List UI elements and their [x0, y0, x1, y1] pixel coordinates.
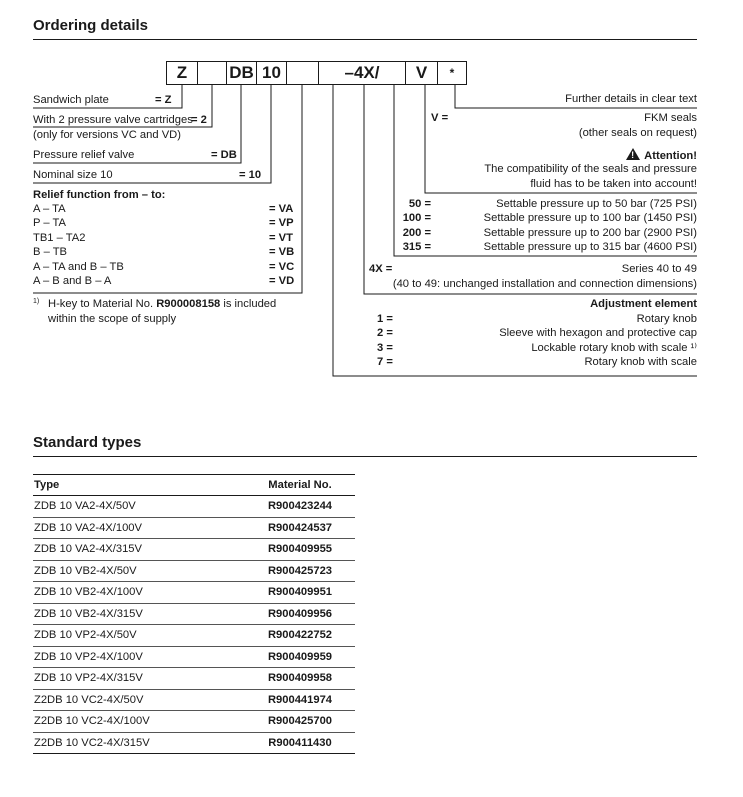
column-header-material: Material No.: [244, 475, 355, 496]
material-cell: R900411430: [244, 732, 355, 754]
relief-function-code: = VP: [269, 217, 294, 229]
material-cell: R900409956: [244, 603, 355, 625]
footnote-line2: within the scope of supply: [48, 313, 177, 325]
adjustment-text: Sleeve with hexagon and protective cap: [499, 327, 697, 339]
table-row: [33, 582, 355, 604]
attention-title: [626, 148, 697, 163]
further-details-label: Further details in clear text: [565, 93, 697, 105]
attention-line1: The compatibility of the seals and pressure: [484, 163, 697, 175]
fkm-code: V =: [431, 112, 449, 124]
type-cell: Z2DB 10 VC2-4X/100V: [33, 711, 244, 733]
cartridges-code: = 2: [191, 114, 207, 126]
relief-function-title: Relief function from – to:: [33, 189, 166, 201]
adjustment-code: 3 =: [377, 342, 393, 354]
material-cell: R900409959: [244, 646, 355, 668]
pressure-text: Settable pressure up to 315 bar (4600 PSI): [483, 241, 697, 253]
material-cell: R900441974: [244, 689, 355, 711]
relief-valve-code: = DB: [211, 149, 237, 161]
pressure-code: 200 =: [402, 227, 431, 239]
material-cell: R900409958: [244, 668, 355, 690]
pressure-code: 100 =: [402, 212, 431, 224]
type-cell: ZDB 10 VA2-4X/315V: [33, 539, 244, 561]
adjustment-text: Lockable rotary knob with scale ¹⁾: [531, 342, 697, 354]
adjustment-title: Adjustment element: [590, 298, 697, 310]
material-cell: R900424537: [244, 517, 355, 539]
type-cell: Z2DB 10 VC2-4X/50V: [33, 689, 244, 711]
relief-function-label: TB1 – TA2: [33, 232, 86, 244]
attention-text: Attention!: [644, 150, 697, 162]
material-cell: R900409951: [244, 582, 355, 604]
pressure-text: Settable pressure up to 50 bar (725 PSI): [496, 198, 697, 210]
pressure-code: 50 =: [408, 198, 431, 210]
material-cell: R900423244: [244, 496, 355, 518]
adjustment-text: Rotary knob: [636, 313, 697, 325]
series-code: 4X =: [369, 263, 393, 275]
column-header-type: Type: [33, 475, 244, 496]
code-box-z: Z: [166, 61, 198, 85]
footnote-line1: [48, 298, 276, 311]
type-cell: ZDB 10 VA2-4X/50V: [33, 496, 244, 518]
table-row: [33, 711, 355, 733]
type-cell: ZDB 10 VP2-4X/50V: [33, 625, 244, 647]
table-row: [33, 625, 355, 647]
code-box-db: DB: [226, 61, 257, 85]
relief-function-code: = VD: [269, 275, 295, 287]
code-box-series: –4X/: [318, 61, 406, 85]
table-row: [33, 668, 355, 690]
type-cell: ZDB 10 VP2-4X/100V: [33, 646, 244, 668]
table-row: [33, 539, 355, 561]
table-row: [33, 517, 355, 539]
other-seals-label: (other seals on request): [578, 127, 697, 139]
cartridges-note: (only for versions VC and VD): [33, 129, 181, 141]
code-box-seal: V: [405, 61, 438, 85]
code-box-10: 10: [256, 61, 287, 85]
material-cell: R900425723: [244, 560, 355, 582]
type-cell: ZDB 10 VB2-4X/50V: [33, 560, 244, 582]
code-box-further: *: [437, 61, 467, 85]
table-row: [33, 603, 355, 625]
relief-valve-label: Pressure relief valve: [33, 149, 135, 161]
attention-line2: fluid has to be taken into account!: [530, 178, 697, 190]
table-header-row: [33, 475, 355, 496]
relief-function-code: = VA: [269, 203, 294, 215]
pressure-code: 315 =: [402, 241, 431, 253]
standard-heading-rule: [33, 456, 697, 457]
table-row: [33, 732, 355, 754]
standard-types-table: [33, 474, 355, 754]
relief-function-label: A – B and B – A: [33, 275, 112, 287]
relief-function-code: = VC: [269, 261, 295, 273]
type-cell: ZDB 10 VP2-4X/315V: [33, 668, 244, 690]
relief-function-code: = VB: [269, 246, 295, 258]
relief-function-label: A – TA: [33, 203, 66, 215]
sandwich-plate-label: Sandwich plate: [33, 94, 109, 106]
ordering-details-heading: Ordering details: [33, 17, 149, 34]
adjustment-text: Rotary knob with scale: [584, 356, 697, 368]
sandwich-plate-code: = Z: [155, 94, 172, 106]
material-cell: R900409955: [244, 539, 355, 561]
nominal-size-label: Nominal size 10: [33, 169, 113, 181]
material-cell: R900422752: [244, 625, 355, 647]
relief-function-label: B – TB: [33, 246, 67, 258]
adjustment-code: 7 =: [377, 356, 393, 368]
type-cell: ZDB 10 VB2-4X/100V: [33, 582, 244, 604]
cartridges-label: With 2 pressure valve cartridges: [33, 114, 193, 126]
footnote-text-post: is included: [220, 298, 277, 310]
series-note: (40 to 49: unchanged installation and connection dimensions): [392, 278, 697, 290]
adjustment-code: 1 =: [377, 313, 393, 325]
nominal-size-code: = 10: [239, 169, 262, 181]
relief-function-label: A – TA and B – TB: [33, 261, 124, 273]
adjustment-code: 2 =: [377, 327, 393, 339]
pressure-text: Settable pressure up to 200 bar (2900 PSI): [483, 227, 697, 239]
type-cell: ZDB 10 VA2-4X/100V: [33, 517, 244, 539]
standard-types-heading: Standard types: [33, 434, 142, 451]
table-row: [33, 560, 355, 582]
table-row: [33, 496, 355, 518]
footnote-mark: 1): [33, 298, 40, 305]
series-text: Series 40 to 49: [621, 263, 697, 275]
table-row: [33, 646, 355, 668]
type-cell: Z2DB 10 VC2-4X/315V: [33, 732, 244, 754]
pressure-text: Settable pressure up to 100 bar (1450 PSI): [483, 212, 697, 224]
footnote-text: H-key to Material No.: [48, 298, 157, 310]
material-cell: R900425700: [244, 711, 355, 733]
relief-function-code: = VT: [269, 232, 293, 244]
footnote-material: R900008158: [156, 298, 221, 310]
type-cell: ZDB 10 VB2-4X/315V: [33, 603, 244, 625]
relief-function-label: P – TA: [33, 217, 66, 229]
fkm-seals-label: FKM seals: [644, 112, 697, 124]
warning-icon: [626, 148, 640, 160]
table-row: [33, 689, 355, 711]
